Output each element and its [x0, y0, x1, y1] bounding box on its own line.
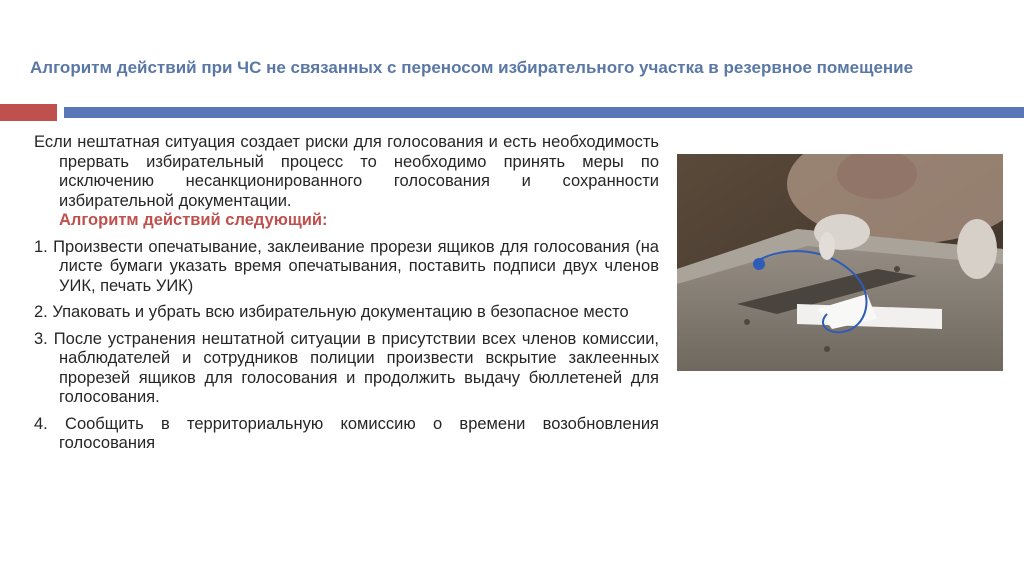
intro-paragraph [34, 133, 659, 231]
step-1: 1. Произвести опечатывание, заклеивание прорези ящиков для голосования (на листе бумаги указать время опечатывания, поставить подписи двух членов УИК, печать УИК) [34, 237, 659, 295]
slide-title: Алгоритм действий при ЧС не связанных с переносом избирательного участка в резервное помещение [30, 58, 914, 77]
ballot-box-sealing-photo [677, 154, 1003, 371]
red-accent-bar [0, 104, 57, 121]
slide-body [34, 133, 659, 454]
algorithm-heading: Алгоритм действий следующий: [59, 211, 328, 229]
step-2: 2. Упаковать и убрать всю избирательную документацию в безопасное место [34, 303, 629, 321]
blue-accent-bar [64, 107, 1024, 118]
ballot-box-photo-illustration [677, 154, 1003, 371]
step-4: 4. Сообщить в территориальную комиссию о времени возобновления голосования [34, 414, 659, 452]
intro-text: Если нештатная ситуация создает риски для голосования и есть необходимость прервать избирательный процесс то необходимо принять меры по исключению несанкционированного голосования и сохранности избирательной документации. [34, 133, 659, 210]
step-3: 3. После устранения нештатной ситуации в присутствии всех членов комиссии, наблюдателей и сотрудников полиции произвести вскрытие заклеенных прорезей ящиков для голосования и продолжить выдачу бюллетеней для голосования. [34, 329, 659, 406]
